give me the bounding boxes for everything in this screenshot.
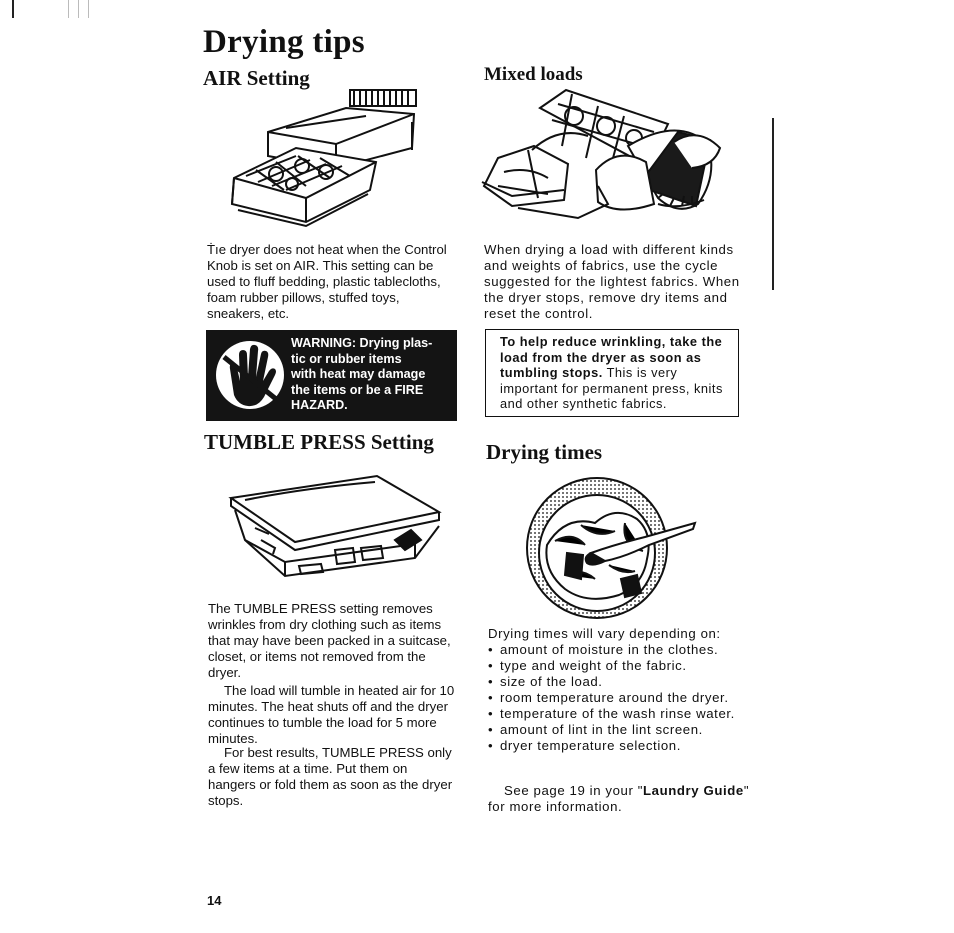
wrinkle-tip-emphasis: as soon as tumbling stops. xyxy=(500,349,702,380)
list-item: • room temperature around the dryer. xyxy=(488,690,768,706)
page-title: Drying tips xyxy=(203,24,365,60)
reference-suffix: " for more information. xyxy=(488,783,750,814)
list-item: • dryer temperature selection. xyxy=(488,738,768,754)
air-setting-paragraph: Ṫıe dryer does not heat when the Control Knob is set on AIR. This setting can be used to fluff bedding, plastic tablecloths, foam rubber pillows, stuffed toys, sneakers, etc. xyxy=(207,242,447,321)
bedding-icon xyxy=(226,86,421,236)
hand-warning-icon xyxy=(214,337,286,414)
wrinkle-tip-text-end: This is very important for permanent press, knits and other synthetic fabrics. xyxy=(500,365,723,411)
suitcase-icon xyxy=(225,470,447,590)
wrinkle-tip-box xyxy=(485,329,739,417)
laundry-guide-title: Laundry Guide xyxy=(643,783,744,798)
list-item: • amount of moisture in the clothes. xyxy=(488,642,768,658)
warning-box xyxy=(206,330,457,421)
laundry-guide-reference xyxy=(488,783,768,815)
list-item: • type and weight of the fabric. xyxy=(488,658,768,674)
page-number: 14 xyxy=(207,893,222,908)
tumble-press-paragraph-3: For best results, TUMBLE PRESS only a few items at a time. Put them on hangers or fold them as soon as the dryer stops. xyxy=(208,745,453,808)
drying-times-intro: Drying times will vary depending on: xyxy=(488,626,721,641)
margin-mark xyxy=(88,0,89,18)
margin-mark xyxy=(68,0,69,18)
list-item: • temperature of the wash rinse water. xyxy=(488,706,768,722)
mixed-fabrics-icon xyxy=(478,86,728,236)
margin-mark xyxy=(12,0,14,18)
list-item: • size of the load. xyxy=(488,674,768,690)
reference-prefix: See page 19 in your " xyxy=(504,783,643,798)
list-item: • amount of lint in the lint screen. xyxy=(488,722,768,738)
air-setting-heading: AIR Setting xyxy=(203,66,310,90)
column-rule xyxy=(772,118,774,290)
drying-times-heading: Drying times xyxy=(486,440,603,464)
drying-times-list xyxy=(488,642,768,754)
wrinkle-tip-text: To help reduce wrinkling, take the load from the dryer xyxy=(500,334,723,365)
mixed-loads-heading: Mixed loads xyxy=(484,64,583,85)
tumble-press-paragraph-2: The load will tumble in heated air for 10 minutes. The heat shuts off and the dryer continues to tumble the load for 5 more minutes. xyxy=(208,683,455,746)
tumble-press-heading: TUMBLE PRESS Setting xyxy=(204,430,434,454)
dryer-drum-icon xyxy=(525,475,697,621)
tumble-press-paragraph-1: The TUMBLE PRESS setting removes wrinkles from dry clothing such as items that may have been packed in a suitcase, closet, or items not removed from the dryer. xyxy=(208,601,451,680)
margin-mark xyxy=(78,0,79,18)
mixed-loads-paragraph: When drying a load with different kinds and weights of fabrics, use the cycle suggested for the lightest fabrics. When the dryer stops, remove dry items and reset the control. xyxy=(484,242,740,321)
warning-text: WARNING: Drying plas- tic or rubber items with heat may damage the items or be a FIRE HAZARD. xyxy=(291,336,433,413)
